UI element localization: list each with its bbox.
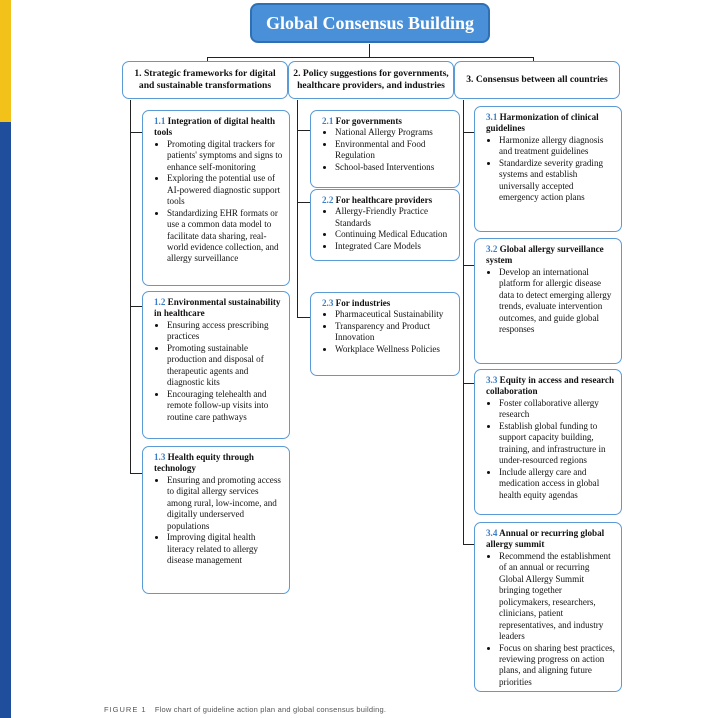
title-connector (369, 44, 370, 58)
bullet-list (486, 267, 615, 336)
bullet-item: • Ensuring and promoting access to digital allergy services among rural, low-income, and digitally underserved populations (167, 475, 283, 532)
subsection-number: 3.1 (486, 112, 498, 122)
subsection-3-4 (474, 522, 622, 692)
bullet-item: • Integrated Care Models (335, 241, 453, 252)
bullet-item: • Allergy-Friendly Practice Standards (335, 206, 453, 229)
subsection-2-1 (310, 110, 460, 188)
connector-2-2 (297, 202, 311, 203)
subsection-number: 2.2 (322, 195, 334, 205)
bullet-list (154, 475, 283, 567)
bullet-list (322, 127, 453, 173)
subsection-title-text: Harmonization of clinical guidelines (486, 112, 599, 134)
subsection-title (322, 116, 453, 127)
bullet-item: • Develop an international platform for allergic disease data to detect emerging allergy trends, evaluate intervention outcomes, and guide global responses (499, 267, 615, 336)
column-1-spine (130, 100, 131, 473)
subsection-title (322, 195, 453, 206)
column-2-spine (297, 100, 298, 318)
subsection-number: 1.1 (154, 116, 166, 126)
accent-stripe-blue (0, 122, 11, 718)
column-1-header: 1. Strategic frameworks for digital and sustainable transformations (122, 61, 288, 99)
bullet-list (154, 320, 283, 423)
subsection-3-3 (474, 369, 622, 515)
bullet-item: • Environmental and Food Regulation (335, 139, 453, 162)
subsection-title-text: Equity in access and research collaboration (486, 375, 615, 397)
subsection-2-2 (310, 189, 460, 261)
subsection-number: 3.3 (486, 375, 498, 385)
bullet-item: • National Allergy Programs (335, 127, 453, 138)
figure-caption (104, 705, 386, 714)
subsection-title (154, 297, 283, 320)
subsection-3-2 (474, 238, 622, 364)
bullet-item: • Harmonize allergy diagnosis and treatment guidelines (499, 135, 615, 158)
figure-caption-text: Flow chart of guideline action plan and global consensus building. (154, 705, 387, 714)
bullet-item: • Improving digital health literacy related to allergy disease management (167, 532, 283, 566)
subsection-title (486, 112, 615, 135)
subsection-title (154, 116, 283, 139)
bullet-item: • Include allergy care and medication access in global health equity agendas (499, 467, 615, 501)
subsection-title (486, 375, 615, 398)
bullet-item: • Workplace Wellness Policies (335, 344, 453, 355)
subsection-title-text: Integration of digital health tools (154, 116, 276, 138)
subsection-2-3 (310, 292, 460, 376)
subsection-title-text: Environmental sustainability in healthcare (154, 297, 281, 319)
subsection-number: 3.4 (486, 528, 498, 538)
bullet-list (486, 135, 615, 204)
subsection-number: 2.3 (322, 298, 334, 308)
bullet-item: • Standardizing EHR formats or use a common data model to facilitate data sharing, real-world evidence collection, and allergy surveillance (167, 208, 283, 265)
bullet-item: • Promoting sustainable production and disposal of therapeutic agents and diagnostic kits (167, 343, 283, 389)
subsection-number: 2.1 (322, 116, 334, 126)
subsection-title (486, 244, 615, 267)
bullet-list (154, 139, 283, 265)
subsection-number: 3.2 (486, 244, 498, 254)
bullet-item: • Exploring the potential use of AI-powered diagnostic support tools (167, 173, 283, 207)
subsection-title-text: Global allergy surveillance system (486, 244, 604, 266)
column-3-spine (463, 100, 464, 545)
figure-label: FIGURE 1 (104, 705, 147, 714)
bullet-item: • Encouraging telehealth and remote follow-up visits into routine care pathways (167, 389, 283, 423)
bullet-list (322, 206, 453, 252)
bullet-item: • Continuing Medical Education (335, 229, 453, 240)
bullet-item: • Establish global funding to support capacity building, training, and infrastructure in under-resourced regions (499, 421, 615, 467)
bullet-item: • Ensuring access prescribing practices (167, 320, 283, 343)
bullet-list (322, 309, 453, 355)
subsection-1-2 (142, 291, 290, 439)
top-branch-line (207, 57, 533, 58)
chart-title: Global Consensus Building (250, 3, 490, 43)
bullet-item: • Focus on sharing best practices, reviewing progress on action plans, and aligning future priorities (499, 643, 615, 689)
subsection-title (486, 528, 615, 551)
subsection-title-text: For healthcare providers (335, 195, 433, 205)
connector-2-1 (297, 130, 311, 131)
subsection-title-text: For governments (335, 116, 402, 126)
bullet-item: • School-based Interventions (335, 162, 453, 173)
bullet-item: • Transparency and Product Innovation (335, 321, 453, 344)
bullet-item: • Standardize severity grading systems and establish universally accepted emergency action plans (499, 158, 615, 204)
subsection-title-text: Annual or recurring global allergy summit (486, 528, 605, 550)
connector-2-3 (297, 317, 311, 318)
subsection-3-1 (474, 106, 622, 232)
bullet-item: • Foster collaborative allergy research (499, 398, 615, 421)
subsection-1-1 (142, 110, 290, 286)
subsection-1-3 (142, 446, 290, 594)
bullet-item: • Pharmaceutical Sustainability (335, 309, 453, 320)
bullet-item: • Promoting digital trackers for patients' symptoms and signs to enhance self-monitoring (167, 139, 283, 173)
bullet-item: • Recommend the establishment of an annual or recurring Global Allergy Summit bringing together policymakers, researchers, clinicians, patient representatives, and industry leaders (499, 551, 615, 643)
subsection-title-text: For industries (335, 298, 391, 308)
subsection-title-text: Health equity through technology (154, 452, 254, 474)
subsection-title (322, 298, 453, 309)
subsection-number: 1.3 (154, 452, 166, 462)
column-2-header: 2. Policy suggestions for governments, healthcare providers, and industries (288, 61, 454, 99)
subsection-number: 1.2 (154, 297, 166, 307)
bullet-list (486, 398, 615, 501)
bullet-list (486, 551, 615, 688)
subsection-title (154, 452, 283, 475)
column-3-header: 3. Consensus between all countries (454, 61, 620, 99)
accent-stripe-yellow (0, 0, 11, 122)
